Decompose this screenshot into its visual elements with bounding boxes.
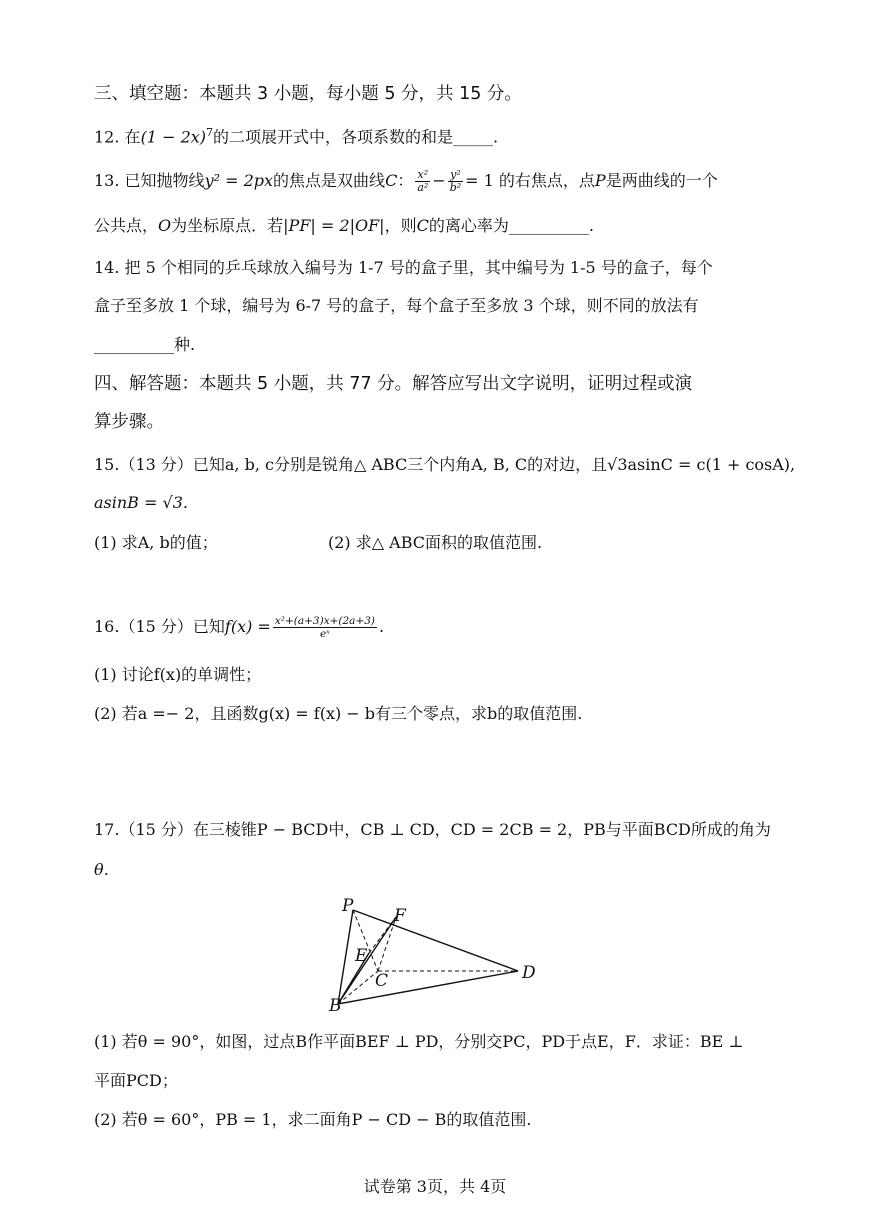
q12-expression: (1 − 2x) (140, 127, 207, 147)
question-14-line-1: 14. 把 5 个相同的乒乓球放入编号为 1-7 号的盒子里，其中编号为 1-5 号的盒子，每个 (94, 258, 713, 277)
label-c: C (375, 971, 389, 991)
q12-pre: 在 (124, 127, 141, 147)
q16-fraction (273, 615, 377, 640)
q13-text-7: ，则 (384, 216, 417, 235)
section-3-heading: 三、填空题：本题共 3 小题，每小题 5 分，共 15 分。 (94, 84, 522, 104)
q13-curve-c: C (385, 171, 398, 190)
question-13-line-1 (94, 167, 718, 195)
label-f: F (394, 906, 406, 926)
q13-point-p: P (594, 171, 606, 190)
label-d: D (522, 963, 536, 983)
segment-ef (369, 917, 396, 953)
q13-parabola-equation: y² = 2px (204, 171, 274, 190)
q13-number: 13. (94, 171, 120, 190)
section-4-heading-line-1: 四、解答题：本题共 5 小题，共 77 分。解答应写出文字说明，证明过程或演 (94, 374, 693, 394)
q13-text-4: 是两曲线的一个 (605, 171, 718, 190)
label-p: P (342, 896, 354, 916)
q13-fraction-y-num: y² (448, 169, 463, 182)
q12-exponent: 7 (206, 126, 214, 139)
question-17-part-2: (2) 若θ = 60°，PB = 1，求二面角P − CD − B的取值范围. (94, 1110, 532, 1129)
question-16-part-1: (1) 讨论f(x)的单调性； (94, 665, 262, 684)
question-14-line-3: __________种. (94, 335, 196, 354)
question-15-part-1: (1) 求A, b的值； (94, 533, 218, 552)
q16-function: f(x) = (224, 617, 271, 636)
question-15-line-2: asinB = √3. (94, 493, 188, 512)
section-4-heading-line-2: 算步骤。 (94, 412, 164, 432)
q13-text-6: 为坐标原点．若 (171, 216, 284, 235)
q12-post: 的二项展开式中，各项系数的和是_____. (213, 127, 499, 147)
q13-colon: ： (397, 171, 414, 190)
q13-fraction-y-den: b² (449, 181, 462, 194)
question-13-line-2 (94, 216, 594, 236)
q13-fraction-y (448, 169, 463, 194)
q13-fraction-x (415, 169, 430, 194)
q13-condition: |PF| = 2|OF| (283, 216, 385, 235)
question-17-line-2: θ． (94, 860, 120, 879)
q16-post: . (379, 617, 385, 636)
question-15-line-1: 15.（13 分）已知a, b, c分别是锐角△ ABC三个内角A, B, C的对边，且√3asinC = c(1 + cosA), (94, 455, 796, 474)
label-b: B (329, 996, 342, 1016)
q13-minus: − (432, 171, 446, 190)
question-16-part-2: (2) 若a =− 2，且函数g(x) = f(x) − b有三个零点，求b的取值范围. (94, 704, 583, 723)
edge-pb (338, 910, 353, 1004)
question-12 (94, 123, 498, 147)
q13-text-2: 的焦点是双曲线 (273, 171, 386, 190)
q13-fraction-x-den: a² (417, 181, 429, 194)
tetrahedron-figure (320, 893, 550, 1018)
q16-denominator: eˣ (319, 628, 330, 640)
label-e: E (355, 946, 368, 966)
question-16-line-1 (94, 612, 384, 642)
q13-curve-c-2: C (416, 216, 429, 235)
q13-text-3: = 1 的右焦点，点 (465, 171, 595, 190)
q13-text-1: 已知抛物线 (124, 171, 205, 190)
q13-text-8: 的离心率为__________. (428, 216, 594, 235)
q13-fraction-x-num: x² (415, 169, 430, 182)
q13-text-5: 公共点， (94, 216, 159, 235)
q16-pre: 16.（15 分）已知 (94, 617, 225, 636)
question-14-line-2: 盒子至多放 1 个球，编号为 6-7 号的盒子，每个盒子至多放 3 个球，则不同的放法有 (94, 296, 699, 315)
edge-bd (338, 971, 518, 1004)
edge-bc (338, 971, 378, 1004)
question-17-part-1-line-2: 平面PCD； (94, 1071, 178, 1090)
question-17-part-1-line-1: (1) 若θ = 90°，如图，过点B作平面BEF ⊥ PD，分别交PC，PD于点E，F．求证：BE ⊥ (94, 1032, 744, 1051)
question-15-part-2: (2) 求△ ABC面积的取值范围. (328, 533, 543, 552)
question-17-line-1: 17.（15 分）在三棱锥P − BCD中，CB ⊥ CD，CD = 2CB = 2，PB与平面BCD所成的角为 (94, 820, 771, 839)
page-footer: 试卷第 3页，共 4页 (363, 1177, 507, 1196)
q12-number: 12. (94, 127, 120, 147)
q13-origin-o: O (158, 216, 172, 235)
q16-numerator: x²+(a+3)x+(2a+3) (274, 615, 376, 627)
